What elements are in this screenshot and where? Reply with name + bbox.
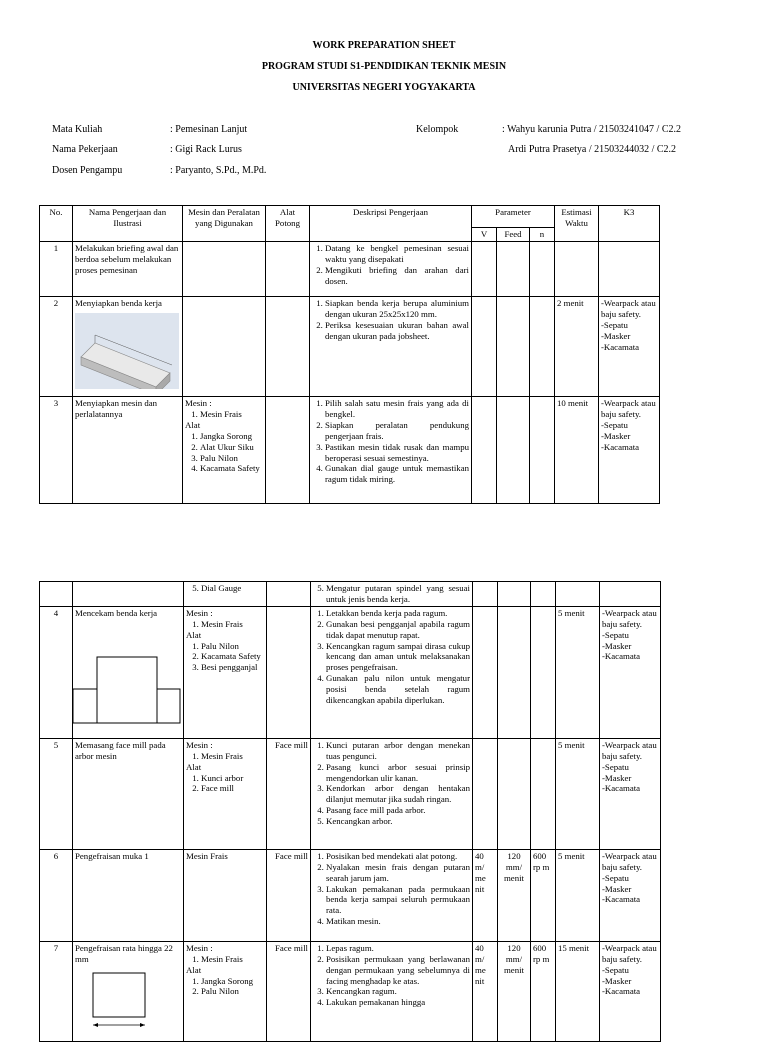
k3-item: -Wearpack atau baju safety. <box>602 850 657 872</box>
row-nama-text: Mencekam benda kerja <box>75 607 158 618</box>
row-k3 <box>600 606 661 738</box>
row-deskripsi <box>311 941 473 1041</box>
row-alat-potong: Face mill <box>267 941 311 1041</box>
k3-item: -Kacamata <box>601 441 640 452</box>
doc-subtitle-program: PROGRAM STUDI S1-PENDIDIKAN TEKNIK MESIN <box>261 61 507 72</box>
k3-item: -Sepatu <box>602 761 629 772</box>
row-deskripsi <box>310 397 472 504</box>
desc-item: 1. Siapkan benda kerja berupa aluminium dengan ukuran 25x25x120 mm. <box>325 298 469 320</box>
desc-item: 4. Pasang face mill pada arbor. <box>326 805 470 816</box>
dosen-label: Dosen Pengampu <box>52 165 123 176</box>
k3-item: -Wearpack atau baju safety. <box>601 298 656 319</box>
desc-item: 1. Datang ke bengkel pemesinan sesuai waktu yang disepakati <box>325 243 469 265</box>
k3-item: -Masker <box>602 883 632 894</box>
row-waktu: 2 menit <box>555 297 599 397</box>
mesin-label: Mesin : <box>185 398 212 408</box>
desc-item: 3. Kencangkan ragum sampai dirasa cukup kencang dan aman untuk melaksanakan proses pengefraisan. <box>326 641 470 674</box>
mata-kuliah-value: : Pemesinan Lanjut <box>170 124 248 135</box>
work-table-page-2 <box>39 581 661 1042</box>
dosen-value: : Paryanto, S.Pd., M.Pd. <box>170 165 267 176</box>
clamping-illustration <box>73 655 181 725</box>
row-param-v: 40 m/ me nit <box>473 941 498 1041</box>
desc-item: 3. Lakukan pemakanan pada permukaan benda kerja sampai seluruh permukaan rata. <box>326 884 470 917</box>
row-waktu: 15 menit <box>556 941 600 1041</box>
alat-label: Alat <box>186 964 202 975</box>
k3-item: -Sepatu <box>602 872 629 883</box>
desc-item: 4. Gunakan palu nilon untuk mengatur posisi benda setelah ragum dikencangkan apabila diperlukan. <box>326 673 470 706</box>
mata-kuliah-label: Mata Kuliah <box>52 124 103 135</box>
row-nama-text: Menyiapkan benda kerja <box>75 298 162 308</box>
row-param-n: 600 rp m <box>531 849 556 941</box>
k3-item: -Masker <box>602 640 632 651</box>
header-n: n <box>530 228 555 242</box>
desc-item: 4. Matikan mesin. <box>326 916 470 927</box>
k3-item: -Masker <box>601 330 631 341</box>
row-deskripsi <box>311 849 473 941</box>
doc-title: WORK PREPARATION SHEET <box>312 40 456 51</box>
row-k3 <box>600 941 661 1041</box>
alat-item: 2. Kacamata Safety <box>201 651 264 662</box>
row-no: 5 <box>40 738 73 849</box>
desc-item: 2. Posisikan permukaan yang berlawanan dengan permukaan yang sebelumnya di facing menghadap ke atas. <box>326 954 470 987</box>
desc-item: 4. Gunakan dial gauge untuk memastikan ragum tidak miring. <box>325 463 469 485</box>
desc-item: 2. Pasang kunci arbor sesuai prinsip mengendorkan ulir kanan. <box>326 762 470 784</box>
nama-pekerjaan-value: : Gigi Rack Lurus <box>170 144 242 155</box>
table-row <box>40 849 661 941</box>
alat-item: 1. Kunci arbor <box>201 773 264 784</box>
header-no: No. <box>40 206 73 242</box>
desc-item: 1. Pilih salah satu mesin frais yang ada di bengkel. <box>325 398 469 420</box>
header-v: V <box>472 228 497 242</box>
row-no: 7 <box>40 941 73 1041</box>
row-nama <box>73 606 184 738</box>
row-nama: Melakukan briefing awal dan berdoa sebelum melakukan proses pemesinan <box>73 242 183 297</box>
k3-item: -Kacamata <box>602 651 641 662</box>
mesin-label: Mesin : <box>186 739 213 750</box>
header-mesin: Mesin dan Peralatan yang Digunakan <box>183 206 266 242</box>
row-nama <box>73 297 183 397</box>
alat-item: 1. Jangka Sorong <box>201 976 264 987</box>
row-mesin <box>183 297 266 397</box>
row-no: 6 <box>40 849 73 941</box>
row-k3 <box>600 849 661 941</box>
k3-item: -Wearpack atau baju safety. <box>602 607 657 629</box>
kelompok-label: Kelompok <box>416 124 459 135</box>
table-row <box>40 242 660 297</box>
row-deskripsi <box>311 606 473 738</box>
k3-item: -Masker <box>602 772 632 783</box>
alat-item: 2. Face mill <box>201 783 264 794</box>
desc-item: 3. Kendorkan arbor dengan hentakan dilanjut memutar jika sudah ringan. <box>326 783 470 805</box>
k3-item: -Masker <box>601 430 631 441</box>
table-row <box>40 397 660 504</box>
desc-item: 1. Posisikan bed mendekati alat potong. <box>326 851 470 862</box>
k3-item: -Kacamata <box>601 341 640 352</box>
row-mesin <box>183 397 266 504</box>
desc-item: 4. Lakukan pemakanan hingga <box>326 997 470 1008</box>
k3-item: -Sepatu <box>602 964 629 975</box>
alat-item: 4. Kacamata Safety <box>200 463 263 474</box>
row-nama: Pengefraisan muka 1 <box>73 849 184 941</box>
mesin-item: 1. Mesin Frais <box>200 409 263 420</box>
row-waktu: 10 menit <box>555 397 599 504</box>
alat-item: 3. Palu Nilon <box>200 453 263 464</box>
alat-item: 2. Palu Nilon <box>201 986 264 997</box>
table-row <box>40 606 661 738</box>
header-estimasi: Estimasi Waktu <box>555 206 599 242</box>
workpiece-illustration <box>75 313 179 389</box>
row-alat-potong: Face mill <box>267 738 311 849</box>
doc-subtitle-university: UNIVERSITAS NEGERI YOGYAKARTA <box>292 82 476 93</box>
k3-item: -Sepatu <box>602 629 629 640</box>
row-param-v: 40 m/ me nit <box>473 849 498 941</box>
table-row <box>40 297 660 397</box>
row-mesin <box>184 738 267 849</box>
row-nama: Memasang face mill pada arbor mesin <box>73 738 184 849</box>
desc-item: 5. Kencangkan arbor. <box>326 816 470 827</box>
row-k3 <box>599 297 660 397</box>
alat-item: 3. Besi pengganjal <box>201 662 264 673</box>
table-row-continued <box>40 582 661 607</box>
k3-item: -Kacamata <box>602 894 641 905</box>
row-alat-potong <box>267 606 311 738</box>
header-deskripsi: Deskripsi Pengerjaan <box>310 206 472 242</box>
row-alat-potong <box>266 297 310 397</box>
row-param-feed: 120 mm/ menit <box>498 941 531 1041</box>
k3-item: -Masker <box>602 975 632 986</box>
k3-item: -Wearpack atau baju safety. <box>602 942 657 964</box>
alat-label: Alat <box>186 761 202 772</box>
row-alat-potong: Face mill <box>267 849 311 941</box>
work-table-page-1 <box>39 205 660 504</box>
desc-item: 1. Lepas ragum. <box>326 943 470 954</box>
row-k3 <box>600 738 661 849</box>
mesin-item: 1. Mesin Frais <box>201 954 264 965</box>
k3-item: -Sepatu <box>601 319 628 330</box>
desc-item: 5. Mengatur putaran spindel yang sesuai untuk jenis benda kerja. <box>326 583 470 605</box>
desc-item: 1. Kunci putaran arbor dengan menekan tuas pengunci. <box>326 740 470 762</box>
desc-item: 1. Letakkan benda kerja pada ragum. <box>326 608 470 619</box>
alat-label: Alat <box>186 629 202 640</box>
row-param-n: 600 rp m <box>531 941 556 1041</box>
header-k3: K3 <box>599 206 660 242</box>
row-no: 2 <box>40 297 73 397</box>
row-deskripsi <box>310 242 472 297</box>
desc-item: 2. Gunakan besi pengganjal apabila ragum tidak dapat menutup rapat. <box>326 619 470 641</box>
row-param-feed: 120 mm/ menit <box>498 849 531 941</box>
row-deskripsi <box>310 297 472 397</box>
row-waktu: 5 menit <box>556 606 600 738</box>
k3-item: -Sepatu <box>601 419 628 430</box>
row-alat-potong <box>266 242 310 297</box>
table-row <box>40 738 661 849</box>
row-waktu: 5 menit <box>556 738 600 849</box>
desc-item: 2. Siapkan peralatan pendukung pengerjaan frais. <box>325 420 469 442</box>
mesin-label: Mesin : <box>186 607 213 618</box>
row-mesin <box>184 941 267 1041</box>
table-row <box>40 941 661 1041</box>
header-nama: Nama Pengerjaan dan Ilustrasi <box>73 206 183 242</box>
alat-item: 1. Palu Nilon <box>201 641 264 652</box>
row-mesin: Mesin Frais <box>184 849 267 941</box>
desc-item: 2. Periksa kesesuaian ukuran bahan awal dengan ukuran pada jobsheet. <box>325 320 469 342</box>
mesin-item: 1. Mesin Frais <box>201 751 264 762</box>
kelompok-member-1: : Wahyu karunia Putra / 21503241047 / C2.2 <box>502 124 681 135</box>
header-parameter: Parameter <box>472 206 555 228</box>
desc-item: 3. Pastikan mesin tidak rusak dan mampu beroperasi sesuai semestinya. <box>325 442 469 464</box>
row-mesin <box>184 582 267 607</box>
header-alat-potong: Alat Potong <box>266 206 310 242</box>
desc-item: 2. Mengikuti briefing dan arahan dari dosen. <box>325 265 469 287</box>
header-feed: Feed <box>497 228 530 242</box>
k3-item: -Kacamata <box>602 783 641 794</box>
row-nama <box>73 941 184 1041</box>
nama-pekerjaan-label: Nama Pekerjaan <box>52 144 118 155</box>
alat-item: 1. Jangka Sorong <box>200 431 263 442</box>
desc-item: 2. Nyalakan mesin frais dengan putaran searah jarum jam. <box>326 862 470 884</box>
dimension-illustration <box>75 971 175 1031</box>
row-deskripsi <box>311 582 473 607</box>
row-deskripsi <box>311 738 473 849</box>
row-nama: Menyiapkan mesin dan perlalatannya <box>73 397 183 504</box>
k3-item: -Wearpack atau baju safety. <box>602 739 657 761</box>
row-mesin <box>183 242 266 297</box>
row-alat-potong <box>266 397 310 504</box>
row-no: 1 <box>40 242 73 297</box>
alat-item: 2. Alat Ukur Siku <box>200 442 263 453</box>
mesin-item: 1. Mesin Frais <box>201 619 264 630</box>
k3-item: -Kacamata <box>602 986 641 997</box>
row-waktu: 5 menit <box>556 849 600 941</box>
row-no: 3 <box>40 397 73 504</box>
k3-item: -Wearpack atau baju safety. <box>601 398 656 419</box>
kelompok-member-2: Ardi Putra Prasetya / 21503244032 / C2.2 <box>508 144 677 155</box>
row-k3 <box>599 397 660 504</box>
desc-item: 3. Kencangkan ragum. <box>326 986 470 997</box>
alat-item: 5. Dial Gauge <box>201 583 264 594</box>
alat-label: Alat <box>185 419 201 430</box>
row-no: 4 <box>40 606 73 738</box>
row-nama-text: Pengefraisan rata hingga 22 mm <box>75 942 173 964</box>
row-mesin <box>184 606 267 738</box>
mesin-label: Mesin : <box>186 942 213 953</box>
